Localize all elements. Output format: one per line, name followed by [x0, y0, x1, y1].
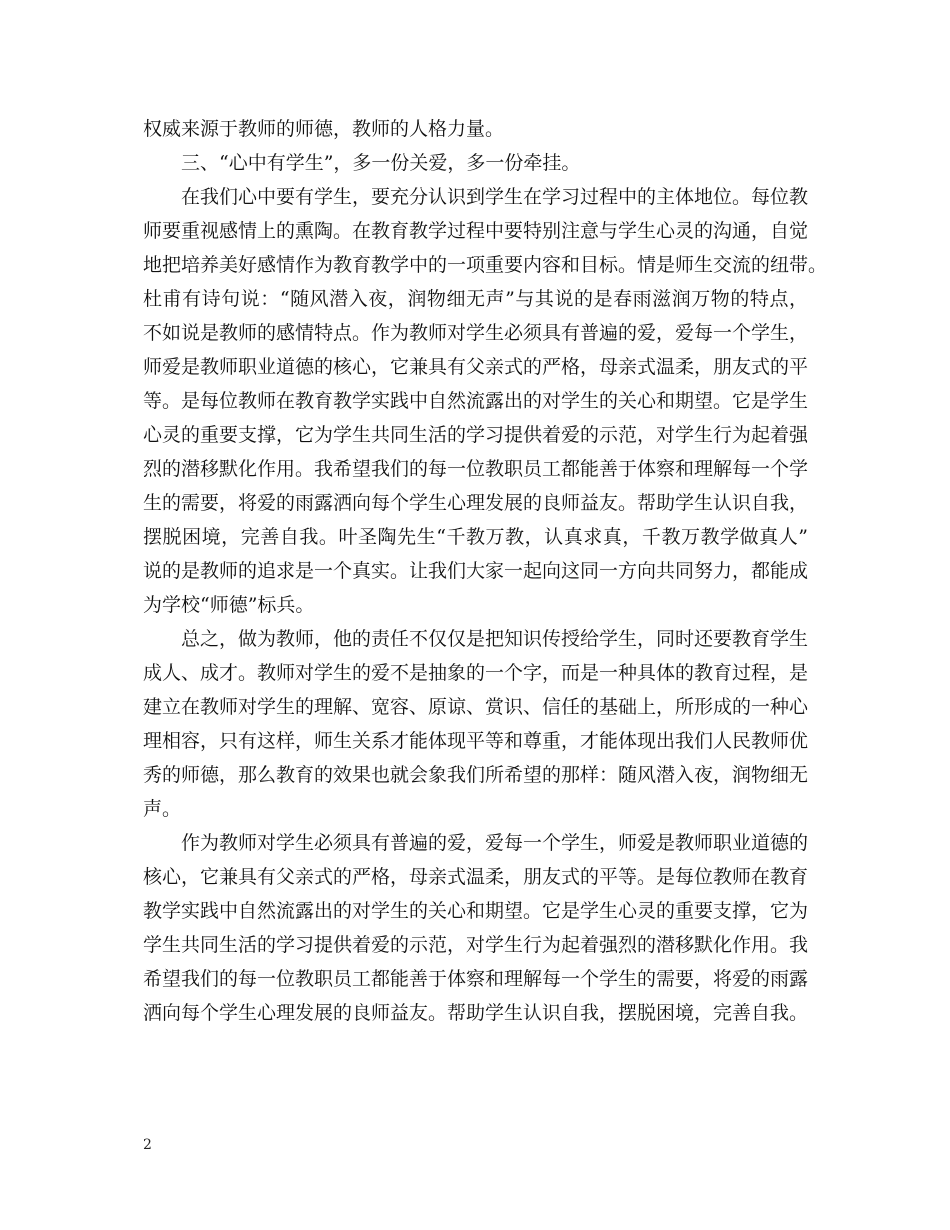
text-line: 地把培养美好感情作为教育教学中的一项重要内容和目标。情是师生交流的纽带。: [143, 254, 828, 276]
text-line: 希望我们的每一位教职员工都能善于体察和理解每一个学生的需要，将爱的雨露: [143, 968, 809, 990]
text-line: 理相容，只有这样，师生关系才能体现平等和尊重，才能体现出我们人民教师优: [143, 730, 809, 752]
text-line: 作为教师对学生必须具有普遍的爱，爱每一个学生，师爱是教师职业道德的: [181, 832, 809, 854]
text-line: 洒向每个学生心理发展的良师益友。帮助学生认识自我，摆脱困境，完善自我。: [143, 1002, 809, 1024]
text-line: 师要重视感情上的熏陶。在教育教学过程中要特别注意与学生心灵的沟通，自觉: [143, 220, 809, 242]
text-line: 说的是教师的追求是一个真实。让我们大家一起向这同一方向共同努力，都能成: [143, 560, 809, 582]
text-line: 心灵的重要支撑，它为学生共同生活的学习提供着爱的示范，对学生行为起着强: [143, 424, 809, 446]
text-line: 杜甫有诗句说：“随风潜入夜，润物细无声”与其说的是春雨滋润万物的特点，: [143, 288, 808, 310]
text-line: 建立在教师对学生的理解、宽容、原谅、赏识、信任的基础上，所形成的一种心: [143, 696, 809, 718]
page-number: 2: [143, 1137, 152, 1153]
text-line: 为学校“师德”标兵。: [143, 594, 315, 616]
text-line: 声。: [143, 798, 182, 820]
text-line: 总之，做为教师，他的责任不仅仅是把知识传授给学生，同时还要教育学生: [181, 628, 809, 650]
text-line: 师爱是教师职业道德的核心，它兼具有父亲式的严格，母亲式温柔，朋友式的平: [143, 356, 809, 378]
text-line: 核心，它兼具有父亲式的严格，母亲式温柔，朋友式的平等。是每位教师在教育: [143, 866, 809, 888]
text-line: 等。是每位教师在教育教学实践中自然流露出的对学生的关心和期望。它是学生: [143, 390, 809, 412]
text-line: 成人、成才。教师对学生的爱不是抽象的一个字，而是一种具体的教育过程，是: [143, 662, 809, 684]
body-text: [143, 112, 828, 1030]
text-line: 秀的师德，那么教育的效果也就会象我们所希望的那样：随风潜入夜，润物细无: [143, 764, 809, 786]
text-line: 摆脱困境，完善自我。叶圣陶先生“千教万教，认真求真，千教万教学做真人”: [143, 526, 808, 548]
text-line: 权威来源于教师的师德，教师的人格力量。: [143, 118, 505, 140]
text-line: 不如说是教师的感情特点。作为教师对学生必须具有普遍的爱，爱每一个学生，: [143, 322, 809, 344]
text-line: 三、“心中有学生”，多一份关爱，多一份牵挂。: [181, 152, 581, 174]
text-line: 在我们心中要有学生，要充分认识到学生在学习过程中的主体地位。每位教: [181, 186, 809, 208]
text-line: 学生共同生活的学习提供着爱的示范，对学生行为起着强烈的潜移默化作用。我: [143, 934, 809, 956]
text-line: 烈的潜移默化作用。我希望我们的每一位教职员工都能善于体察和理解每一个学: [143, 458, 809, 480]
text-line: 生的需要，将爱的雨露洒向每个学生心理发展的良师益友。帮助学生认识自我，: [143, 492, 809, 514]
text-line: 教学实践中自然流露出的对学生的关心和期望。它是学生心灵的重要支撑，它为: [143, 900, 809, 922]
